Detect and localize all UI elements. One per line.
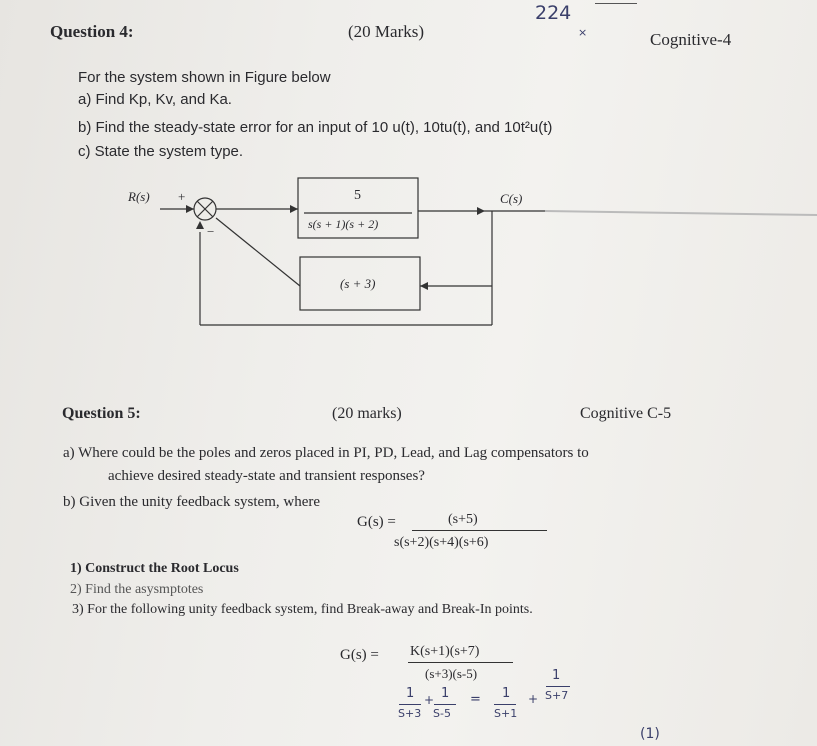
q4-part-a: a) Find Kp, Kv, and Ka. [78, 91, 232, 108]
g1-fraction-line [412, 530, 547, 531]
q4-title: Question 4: [50, 22, 134, 41]
hand-plus-2: + [528, 692, 539, 706]
output-label: C(s) [500, 191, 523, 206]
q5-part-a-line1: a) Where could be the poles and zeros placed in PI, PD, Lead, and Lag compensators to [63, 445, 589, 461]
g2-fraction-line [408, 662, 513, 663]
feedback-label: (s + 3) [340, 276, 376, 291]
g2-numerator: K(s+1)(s+7) [410, 644, 480, 659]
g2-lhs: G(s) = [340, 647, 379, 663]
hand-term1-den: S+3 [398, 707, 422, 720]
feedback-to-junction [216, 218, 300, 286]
forward-numerator: 5 [354, 188, 361, 203]
q4-intro: For the system shown in Figure below [78, 69, 331, 86]
hand-term1-num: 1 [406, 686, 415, 701]
g1-numerator: (s+5) [448, 512, 478, 527]
handwritten-tick: × [578, 26, 588, 39]
hand-term3-num: 1 [502, 686, 511, 701]
q4-part-c: c) State the system type. [78, 143, 244, 160]
handwritten-score: 224 [535, 2, 572, 24]
hand-term3-den: S+1 [494, 707, 518, 720]
hand-plus-1: + [424, 693, 435, 707]
q5-title: Question 5: [62, 405, 141, 422]
hand-term4-den: S+7 [545, 689, 569, 702]
q4-level: Cognitive-4 [650, 30, 732, 49]
hand-term4-num: 1 [552, 668, 561, 683]
g1-lhs: G(s) = [357, 514, 396, 530]
q5-part-a-line2: achieve desired steady-state and transient responses? [108, 468, 425, 484]
q5-item-2: 2) Find the asysmptotes [70, 582, 204, 597]
plus-sign: + [178, 189, 186, 204]
q5-item-3: 3) For the following unity feedback system, find Break-away and Break-In points. [72, 602, 533, 617]
q5-item-1: 1) Construct the Root Locus [70, 561, 239, 576]
q4-part-b: b) Find the steady-state error for an input of 10 u(t), 10tu(t), and 10t²u(t) [78, 119, 553, 136]
minus-sign: − [207, 224, 215, 239]
q5-level: Cognitive C-5 [580, 405, 672, 422]
g1-denominator: s(s+2)(s+4)(s+6) [394, 535, 489, 550]
q5-part-b: b) Given the unity feedback system, where [63, 494, 320, 510]
g2-denominator: (s+3)(s-5) [425, 666, 478, 681]
forward-denominator: s(s + 1)(s + 2) [308, 217, 379, 231]
q5-marks: (20 marks) [332, 405, 402, 422]
hand-equals: = [470, 692, 481, 707]
q4-marks: (20 Marks) [348, 22, 425, 41]
hand-term2-num: 1 [441, 686, 450, 701]
corner-mark: (1) [640, 726, 660, 742]
hand-term2-den: S-5 [433, 707, 451, 720]
input-label: R(s) [128, 189, 150, 204]
